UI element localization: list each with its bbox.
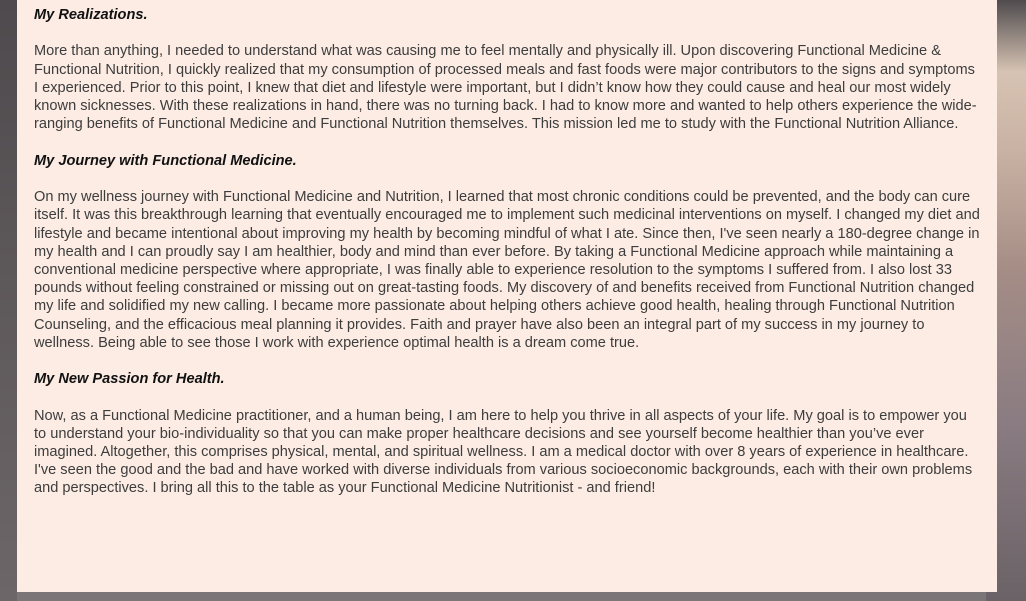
section-body-journey: On my wellness journey with Functional Medicine and Nutrition, I learned that most chronic conditions could be prevented, and the body can cure itself. It was this breakthrough learning that eventually encouraged me to implement such medicinal interventions on myself. I changed my diet and lifestyle and became intentional about improving my health by becoming mindful of what I ate. Since then, I've seen nearly a 180-degree change in my health and I can proudly say I am healthier, body and mind than ever before. By taking a Functional Medicine approach while maintaining a conventional medicine perspective where appropriate, I was finally able to experience resolution to the symptoms I suffered from. I also lost 33 pounds without feeling constrained or missing out on great-tasting foods. My discovery of and benefits received from Functional Nutrition changed my life and solidified my new calling. I became more passionate about helping others achieve good health, healing through Functional Nutrition Counseling, and the efficacious meal planning it provides. Faith and prayer have also been an integral part of my success in my journey to wellness. Being able to see those I work with experience optimal health is a dream come true.: [34, 189, 980, 351]
section-heading-realizations: My Realizations.: [34, 7, 148, 23]
section-journey: [34, 152, 980, 352]
section-body-passion: Now, as a Functional Medicine practitioner, and a human being, I am here to help you thrive in all aspects of your life. My goal is to empower you to understand your bio-individuality so that you can make proper healthcare decisions and see yourself become healthier than you’ve ever imagined. Altogether, this comprises physical, mental, and spiritual wellness. I am a medical doctor with over 8 years of experience in healthcare. I've seen the good and the bad and have worked with diverse individuals from various socioeconomic backgrounds, each with their own problems and perspectives. I bring all this to the table as your Functional Medicine Nutritionist - and friend!: [34, 407, 973, 497]
section-heading-passion: My New Passion for Health.: [34, 371, 225, 388]
background-image-left: [0, 0, 17, 601]
section-realizations: [34, 6, 980, 134]
content-panel: [17, 0, 997, 592]
section-heading-journey: My Journey with Functional Medicine.: [34, 152, 297, 169]
section-body-realizations: More than anything, I needed to understand what was causing me to feel mentally and physically ill. Upon discovering Functional Medicine & Functional Nutrition, I quickly realized that my consumption of processed meals and fast foods were major contributors to the signs and symptoms I experienced. Prior to this point, I knew that diet and lifestyle were important, but I didn’t know how they could cause and heal our most widely known sicknesses. With these realizations in hand, there was no turning back. I had to know more and wanted to help others experience the wide-ranging benefits of Functional Medicine and Functional Nutrition themselves. This mission led me to study with the Functional Nutrition Alliance.: [34, 43, 977, 133]
section-passion: [34, 370, 980, 498]
